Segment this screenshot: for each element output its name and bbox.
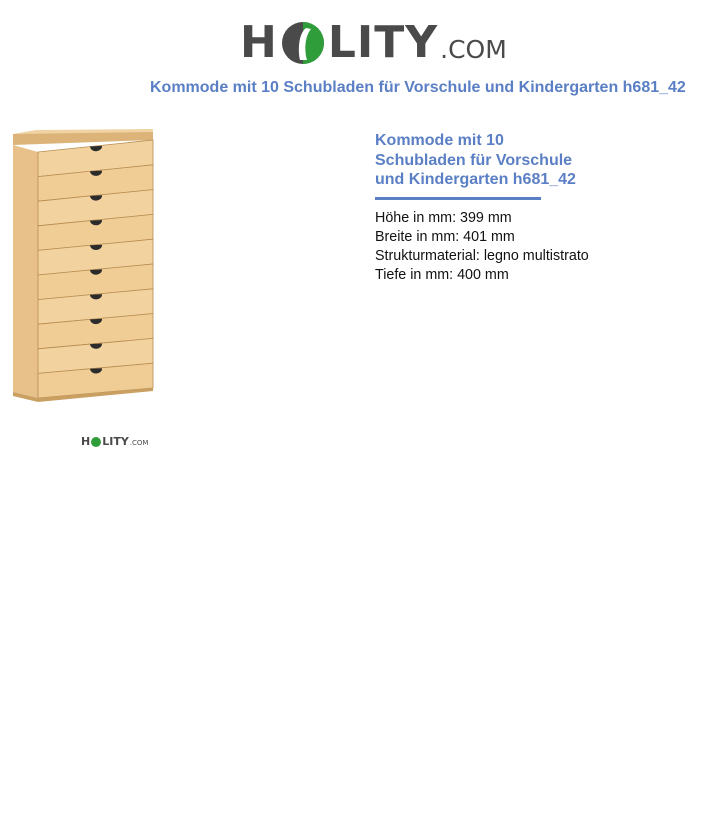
- logo-letters-lity: LITY: [327, 17, 439, 68]
- spec-depth: Tiefe in mm: 400 mm: [375, 266, 509, 283]
- spec-list: [375, 209, 615, 285]
- small-logo-h: H: [81, 435, 91, 448]
- drawer-fronts: [38, 140, 153, 398]
- small-logo-lity: LITY: [102, 435, 129, 448]
- spec-width: Breite in mm: 401 mm: [375, 228, 515, 245]
- product-title-line: Schubladen für Vorschule: [375, 151, 573, 169]
- spec-material: Strukturmaterial: legno multistrato: [375, 247, 589, 264]
- small-logo: [81, 434, 148, 448]
- holity-o-icon: [280, 20, 326, 66]
- product-title: [375, 131, 615, 190]
- logo-wordmark: [240, 17, 439, 68]
- cabinet-side: [13, 145, 38, 398]
- small-logo-o-icon: [91, 437, 101, 447]
- chest-of-drawers-image[interactable]: [8, 126, 158, 408]
- small-logo-suffix: .COM: [129, 439, 149, 447]
- logo-letter-h: H: [240, 17, 278, 68]
- product-title-line: und Kindergarten h681_42: [375, 171, 576, 188]
- logo-suffix: .COM: [440, 35, 507, 64]
- page-title: Kommode mit 10 Schubladen für Vorschule und Kindergarten h681_42: [150, 79, 686, 96]
- spec-height: Höhe in mm: 399 mm: [375, 209, 512, 226]
- product-title-line: Kommode mit 10: [375, 132, 504, 149]
- site-logo[interactable]: [240, 10, 507, 68]
- title-underline: [375, 197, 541, 200]
- product-detail: [375, 131, 615, 285]
